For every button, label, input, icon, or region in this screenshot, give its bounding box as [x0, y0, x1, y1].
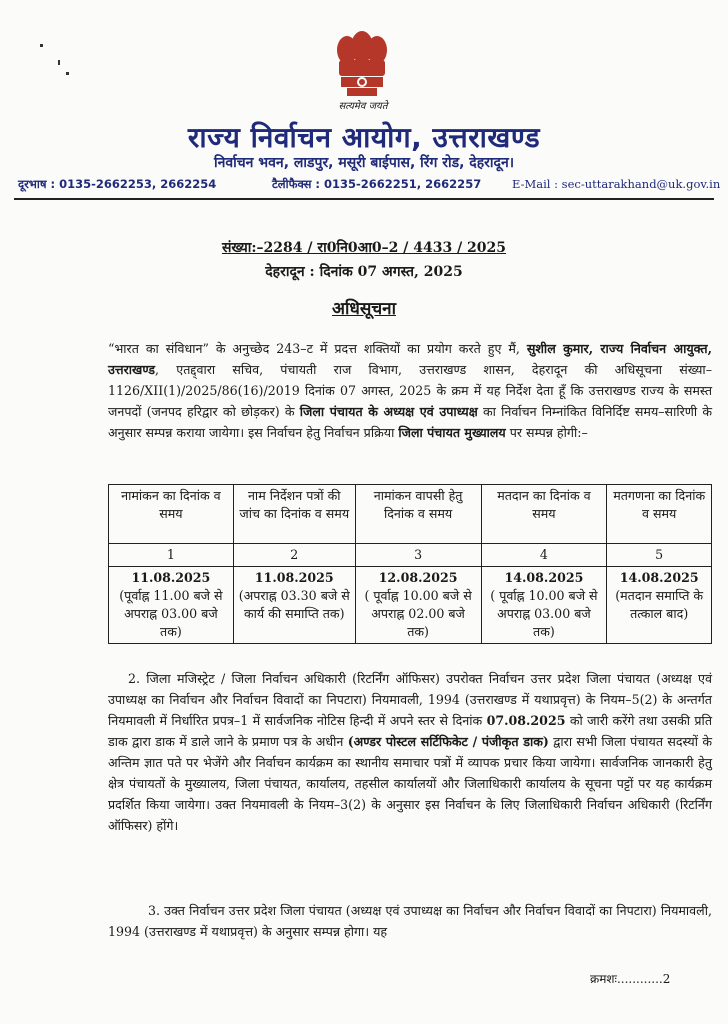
paragraph-1: “भारत का संविधान” के अनुच्छेद 243–ट में प्रदत्त शक्तियों का प्रयोग करते हुए मैं, सुशील कुमार, राज्य निर्वाचन आयुक्त, उत्तराखण्ड, एतद्द्वारा सचिव, पंचायती राज विभाग, उत्तराखण्ड शासन, देहरादून की अधिसूचना संख्या–1126/XII(1)/2025/86(16)/2019 दिनांक 07 अगस्त, 2025 के क्रम में यह निर्देश देता हूँ कि उत्तराखण्ड राज्य के समस्त जनपदों (जनपद हरिद्वार को छोड़कर) के जिला पंचायत के अध्यक्ष एवं उपाध्यक्ष का निर्वाचन निम्नांकित विनिर्दिष्ट समय–सारिणी के अनुसार सम्पन्न कराया जायेगा। इस निर्वाचन हेतु निर्वाचन प्रक्रिया जिला पंचायत मुख्यालय पर सम्पन्न होगी:– — [108, 341, 712, 440]
document-title: अधिसूचना — [332, 299, 396, 319]
schedule-cell: 12.08.2025 ( पूर्वाह्न 10.00 बजे से अपराह्न 02.00 बजे तक) — [355, 567, 481, 644]
table-header-cell: मतदान का दिनांक व समय — [481, 485, 607, 544]
phone-number: दूरभाष : 0135-2662253, 2662254 — [18, 177, 217, 191]
table-header-cell: मतगणना का दिनांक व समय — [607, 485, 712, 544]
paragraph-3: 3. उक्त निर्वाचन उत्तर प्रदेश जिला पंचायत (अध्यक्ष एवं उपाध्यक्ष का निर्वाचन और निर्वाचन विवादों का निपटारा) नियमावली, 1994 (उत्तराखण्ड में यथाप्रवृत्त) के अनुसार सम्पन्न होगा। यह — [108, 903, 712, 939]
schedule-cell: 14.08.2025 (मतदान समाप्ति के तत्काल बाद) — [607, 567, 712, 644]
paragraph-2: 2. जिला मजिस्ट्रेट / जिला निर्वाचन अधिकारी (रिटर्निंग ऑफिसर) उपरोक्त निर्वाचन उत्तर प्रदेश जिला पंचायत (अध्यक्ष एवं उपाध्यक्ष का निर्वाचन और निर्वाचन विवादों का निपटारा) नियमावली, 1994 (उत्तराखण्ड में यथाप्रवृत्त) के नियम–5(2) के अन्तर्गत नियमावली में निर्धारित प्रपत्र–1 में सार्वजनिक नोटिस हिन्दी में अपने स्तर से दिनांक 07.08.2025 को जारी करेंगे तथा उसकी प्रति डाक द्वारा डाक में डाले जाने के प्रमाण पत्र के अधीन (अण्डर पोस्टल सर्टिफिकेट / पंजीकृत डाक) द्वारा सभी जिला पंचायत सदस्यों के अन्तिम ज्ञात पते पर भेजेंगे और निर्वाचन कार्यक्रम का स्थानीय समाचार पत्रों में व्यापक प्रचार किया जायेगा। सार्वजनिक जानकारी हेतु क्षेत्र पंचायतों के मुख्यालय, जिला पंचायत, कार्यालय, तहसील कार्यालयों और जिलाधिकारी कार्यालय के सूचना पट्टों पर यह कार्यक्रम प्रदर्शित किया जायेगा। उक्त नियमावली के नियम–3(2) के अनुसार इस निर्वाचन के लिए जिलाधिकारी निर्वाचन अधिकारी (रिटर्निंग ऑफिसर) होंगे। — [108, 671, 713, 833]
column-number: 2 — [233, 544, 355, 567]
election-schedule-table — [108, 484, 712, 644]
organization-address: निर्वाचन भवन, लाडपुर, मसूरी बाईपास, रिंग रोड, देहरादून। — [213, 155, 515, 171]
column-number: 1 — [109, 544, 234, 567]
column-number: 4 — [481, 544, 607, 567]
header-divider — [14, 198, 714, 200]
table-header-cell: नाम निर्देशन पत्रों की जांच का दिनांक व समय — [233, 485, 355, 544]
speck — [40, 44, 43, 47]
issue-date: देहरादून : दिनांक 07 अगस्त, 2025 — [265, 264, 463, 280]
table-number-row — [109, 544, 712, 567]
reference-number: संख्या:–2284 / रा0नि0आ0–2 / 4433 / 2025 — [221, 240, 507, 256]
emblem-motto: सत्यमेव जयते — [338, 101, 388, 112]
state-emblem-icon — [327, 30, 397, 108]
speck — [58, 60, 60, 65]
table-header-row — [109, 485, 712, 544]
column-number: 3 — [355, 544, 481, 567]
schedule-cell: 11.08.2025 (पूर्वाह्न 11.00 बजे से अपराह्न 03.00 बजे तक) — [109, 567, 234, 644]
speck — [66, 72, 69, 75]
table-header-cell: नामांकन का दिनांक व समय — [109, 485, 234, 544]
table-row — [109, 567, 712, 644]
table-header-cell: नामांकन वापसी हेतु दिनांक व समय — [355, 485, 481, 544]
column-number: 5 — [607, 544, 712, 567]
schedule-cell: 14.08.2025 ( पूर्वाह्न 10.00 बजे से अपराह्न 03.00 बजे तक) — [481, 567, 607, 644]
continued-marker: क्रमशः............2 — [590, 972, 671, 986]
organization-name: राज्य निर्वाचन आयोग, उत्तराखण्ड — [187, 121, 541, 154]
schedule-cell: 11.08.2025 (अपराह्न 03.30 बजे से कार्य की समाप्ति तक) — [233, 567, 355, 644]
email-address: E-Mail : sec-uttarakhand@uk.gov.in — [512, 177, 721, 191]
fax-number: टैलीफैक्स : 0135-2662251, 2662257 — [272, 177, 482, 191]
